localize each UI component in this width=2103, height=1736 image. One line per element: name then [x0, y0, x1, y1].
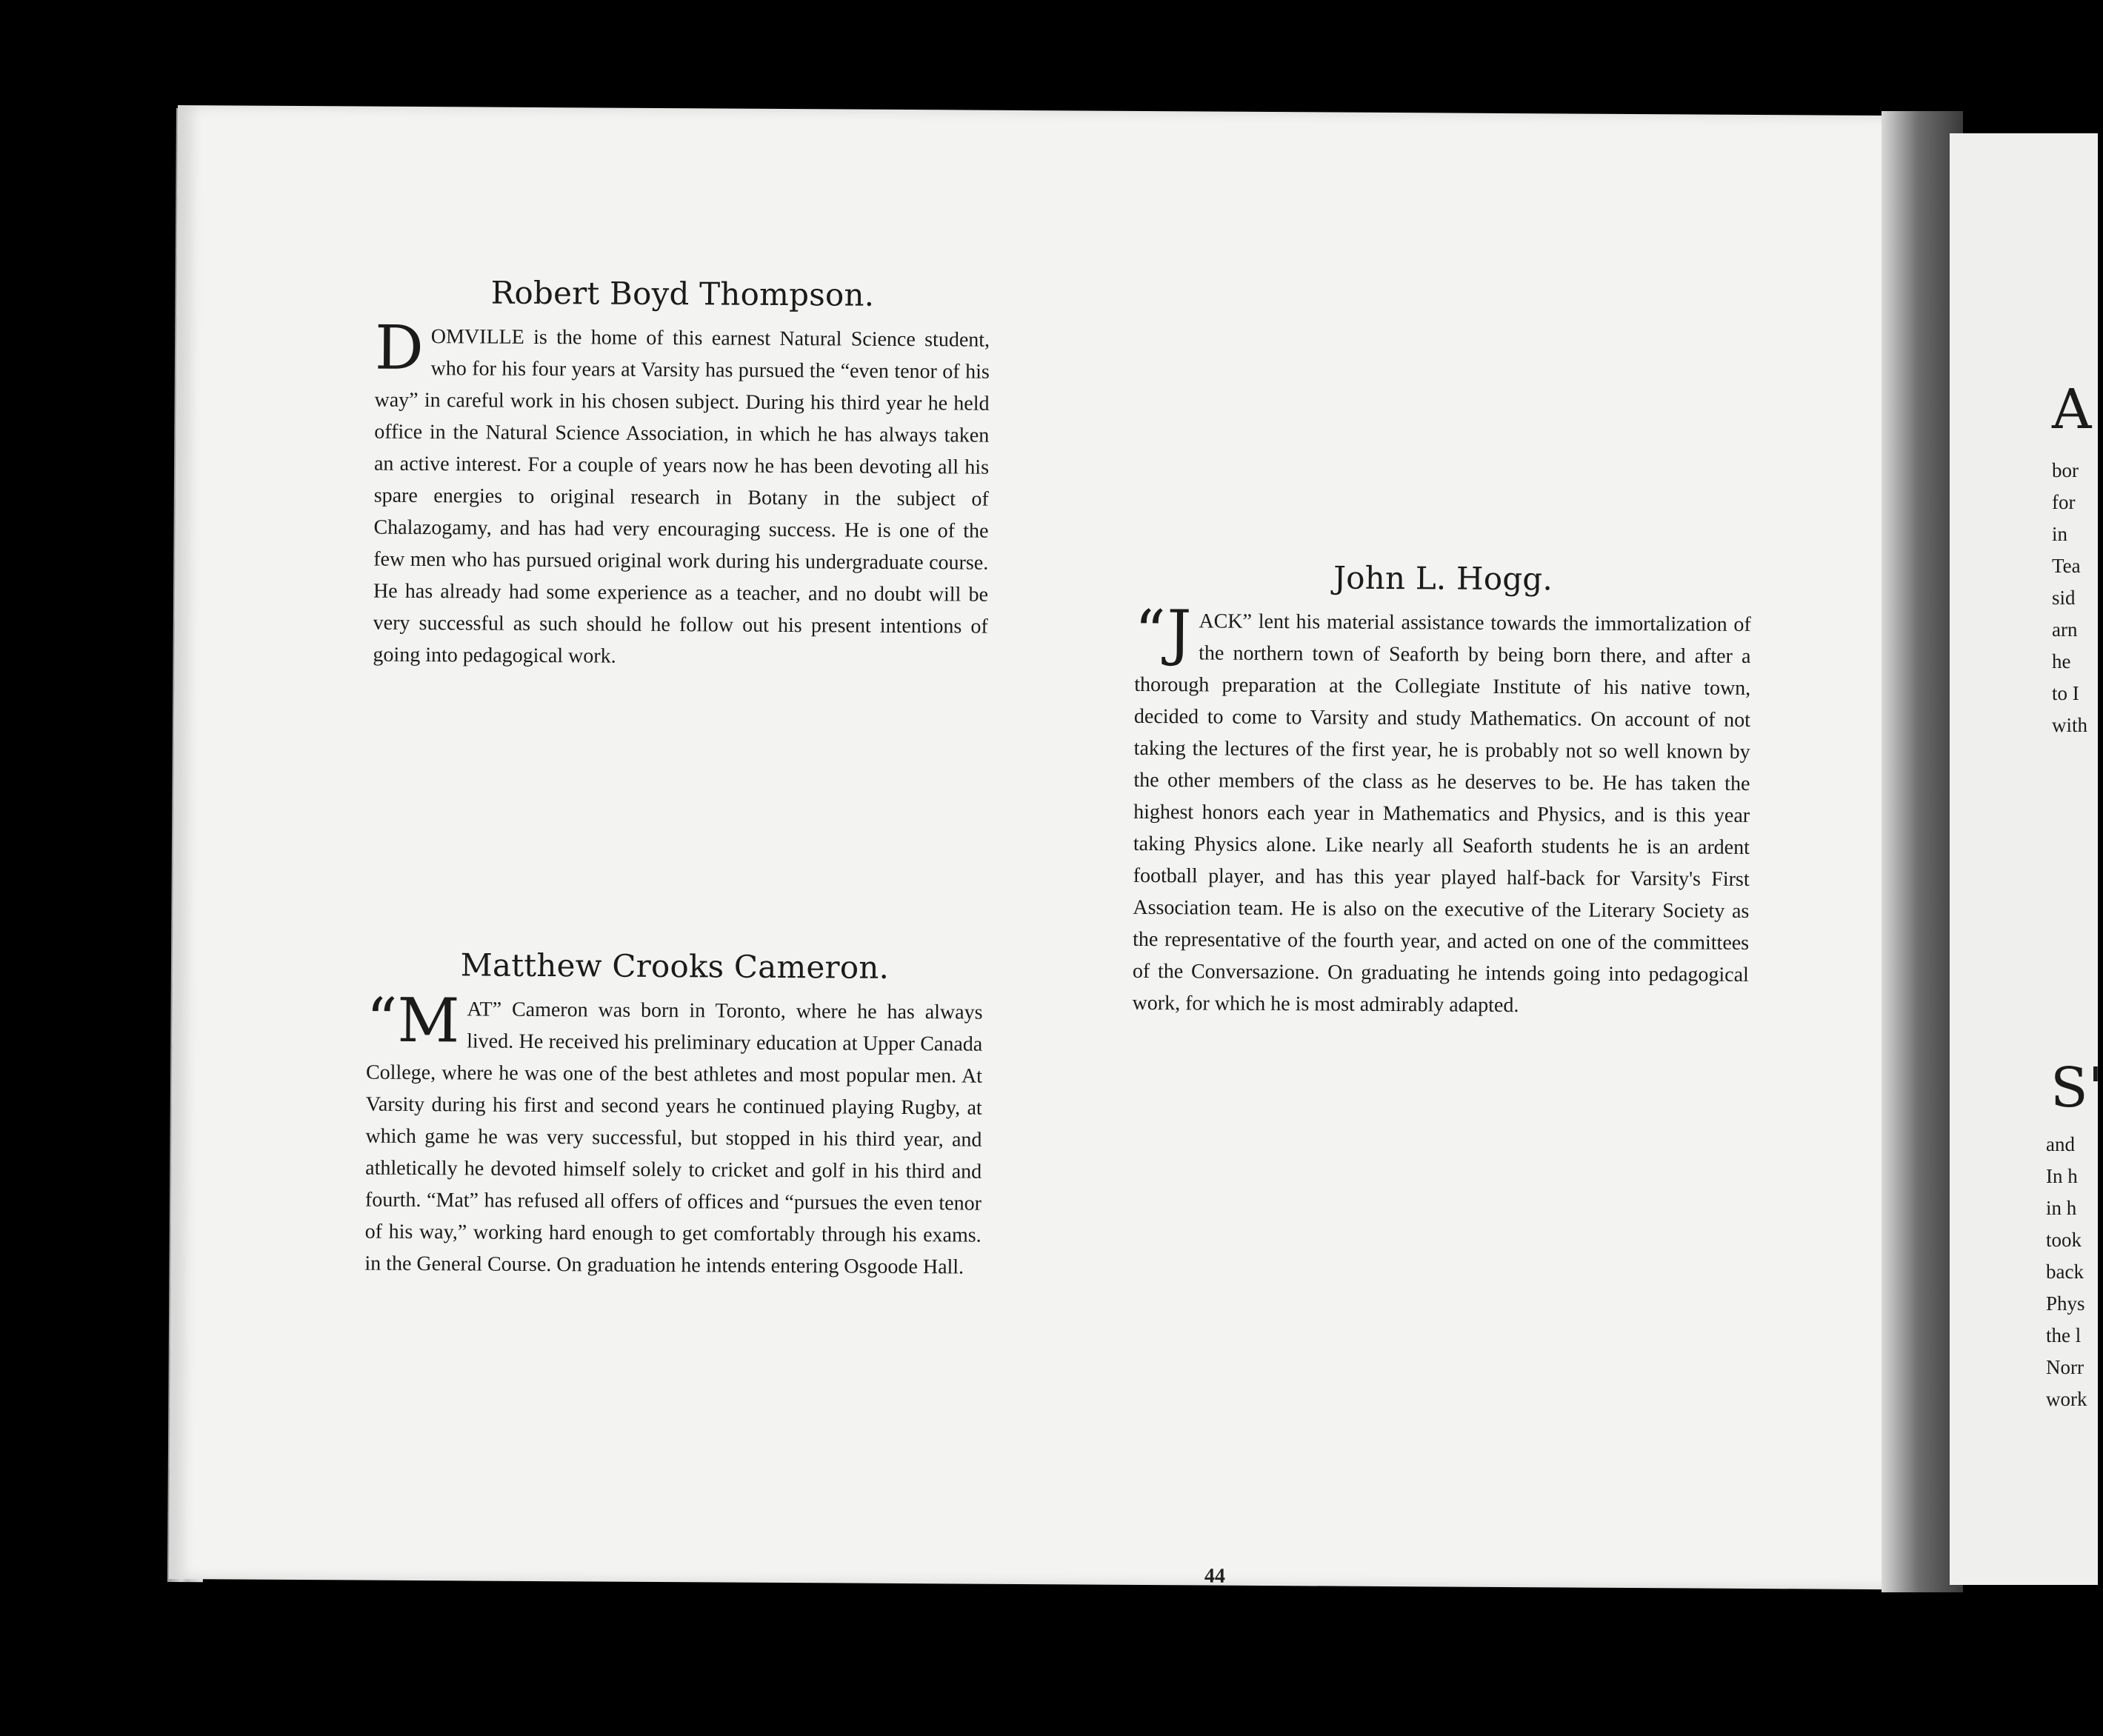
drop-cap: D	[374, 313, 424, 384]
article-title: Robert Boyd Thompson.	[490, 274, 875, 313]
facing-text-bottom: and In h in h took back Phys the l Norr work	[2046, 1133, 2087, 1410]
article-cameron	[364, 947, 983, 1283]
facing-drop-cap-top: A	[2052, 378, 2092, 441]
article-text: OMVILLE is the home of this earnest Natural Science student, who for his four years at Varsity has pursued the “even tenor of his way” in careful work in his chosen subject. During his third year he held office in the Natural Science Association, in which he has always taken an active interest. For a couple of years now he has been devoting all his spare energies to original research in Botany in the subject of Chalazogamy, and has had very encouraging success. He is one of the few men who has pursued original work during his undergraduate course. He has already had some experience as a teacher, and no doubt will be very successful as such should he follow out his present intentions of going into pedagogical work.	[373, 325, 990, 668]
drop-cap: “M	[366, 985, 460, 1057]
facing-text-top: bor for in Tea sid arn he to I with	[2052, 459, 2088, 736]
article-title: John L. Hogg.	[1333, 559, 1553, 598]
article-body	[373, 313, 990, 675]
article-thompson	[373, 274, 990, 675]
article-text: AT” Cameron was born in Toronto, where he has always lived. He received his preliminary education at Upper Canada College, where he was one of the best athletes and most popular men. At Varsity during his first and second years he continued playing Rugby, at which game he was very successful, but stopped in his third year, and athletically he devoted himself solely to cricket and golf in his third and fourth. “Mat” has refused all offers of offices and “pursues the even tenor of his way,” working hard enough to get comfortably through his exams. in the General Course. On graduation he intends entering Osgoode Hall.	[364, 998, 983, 1279]
book-page	[169, 105, 1911, 1589]
article-hogg	[1132, 558, 1751, 1023]
facing-drop-cap-bottom: S'	[2050, 1056, 2103, 1120]
drop-cap: “J	[1134, 597, 1192, 669]
article-body	[1132, 597, 1751, 1023]
facing-page	[1950, 133, 2103, 1585]
article-text: ACK” lent his material assistance towards the immortalization of the northern town of Seaforth by being born there, and after a thorough preparation at the Collegiate Institute of his native town, decided to come to Varsity and study Mathematics. On account of not taking the lectures of the first year, he is probably not so well known by the other members of the class as he deserves to be. He has taken the highest honors each year in Mathematics and Physics, and is this year taking Physics alone. Like nearly all Seaforth students he is an ardent football player, and has this year played half-back for Varsity's First Association team. He is also on the executive of the Literary Society as the representative of the fourth year, and acted on one of the committees of the Conversazione. On graduating he intends going into pedagogical work, for which he is most admirably adapted.	[1132, 610, 1751, 1018]
article-title: Matthew Crooks Cameron.	[460, 947, 890, 986]
page-number: 44	[1204, 1564, 1225, 1588]
article-body	[364, 985, 983, 1283]
